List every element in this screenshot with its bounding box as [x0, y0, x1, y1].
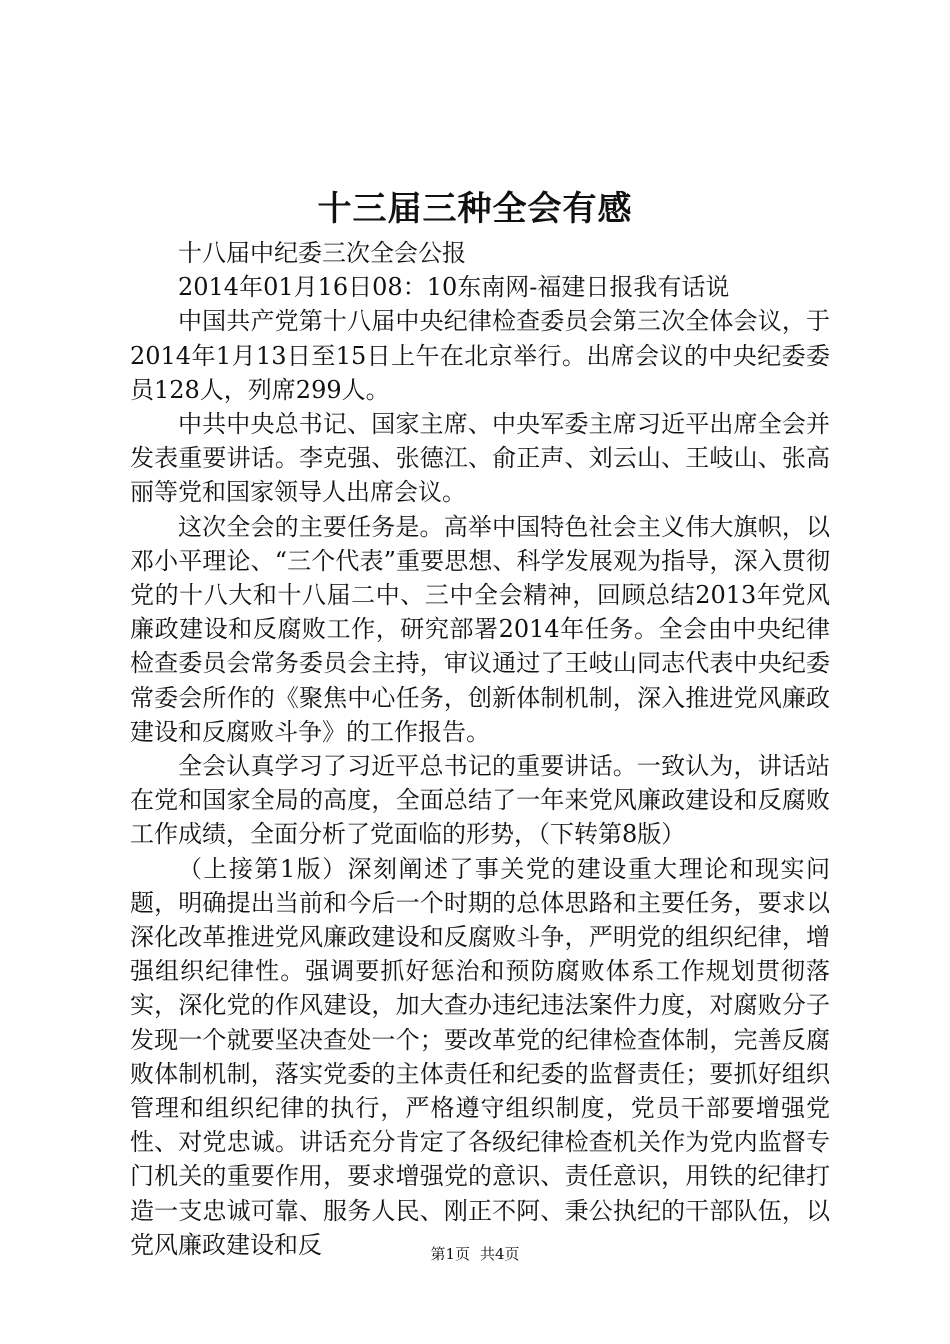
paragraph: 中国共产党第十八届中央纪律检查委员会第三次全体会议，于2014年1月13日至15日上午在北京举行。出席会议的中央纪委委员128人，列席299人。 [130, 307, 830, 404]
page-number: 第1页 [430, 1245, 470, 1263]
document-title: 十三届三种全会有感 [317, 189, 633, 229]
page-footer [0, 1244, 950, 1264]
document-body [130, 236, 830, 1262]
paragraph: 这次全会的主要任务是。高举中国特色社会主义伟大旗帜，以邓小平理论、“三个代表”重要思想、科学发展观为指导，深入贯彻党的十八大和十八届二中、三中全会精神，回顾总结2013年党风廉政建设和反腐败工作，研究部署2014年任务。全会由中央纪律检查委员会常务委员会主持，审议通过了王岐山同志代表中央纪委常委会所作的《聚焦中心任务，创新体制机制，深入推进党风廉政建设和反腐败斗争》的工作报告。 [130, 512, 830, 746]
paragraph: 全会认真学习了习近平总书记的重要讲话。一致认为，讲话站在党和国家全局的高度，全面总结了一年来党风廉政建设和反腐败工作成绩，全面分析了党面临的形势，（下转第8版） [130, 752, 830, 849]
paragraph: 中共中央总书记、国家主席、中央军委主席习近平出席全会并发表重要讲话。李克强、张德江、俞正声、刘云山、王岐山、张高丽等党和国家领导人出席会议。 [130, 410, 830, 507]
paragraph-heading: 十八届中纪委三次全会公报 [178, 239, 466, 267]
paragraph-dateline: 2014年01月16日08：10东南网-福建日报我有话说 [178, 273, 730, 302]
paragraph: （上接第1版）深刻阐述了事关党的建设重大理论和现实问题，明确提出当前和今后一个时期的总体思路和主要任务，要求以深化改革推进党风廉政建设和反腐败斗争，严明党的组织纪律，增强组织纪律性。强调要抓好惩治和预防腐败体系工作规划贯彻落实，深化党的作风建设，加大查办违纪违法案件力度，对腐败分子发现一个就要坚决查处一个；要改革党的纪律检查体制，完善反腐败体制机制，落实党委的主体责任和纪委的监督责任；要抓好组织管理和组织纪律的执行，严格遵守组织制度，党员干部要增强党性、对党忠诚。讲话充分肯定了各级纪律检查机关作为党内监督专门机关的重要作用，要求增强党的意识、责任意识，用铁的纪律打造一支忠诚可靠、服务人民、刚正不阿、秉公执纪的干部队伍，以党风廉政建设和反 [130, 854, 830, 1259]
page-total: 共4页 [480, 1245, 520, 1263]
